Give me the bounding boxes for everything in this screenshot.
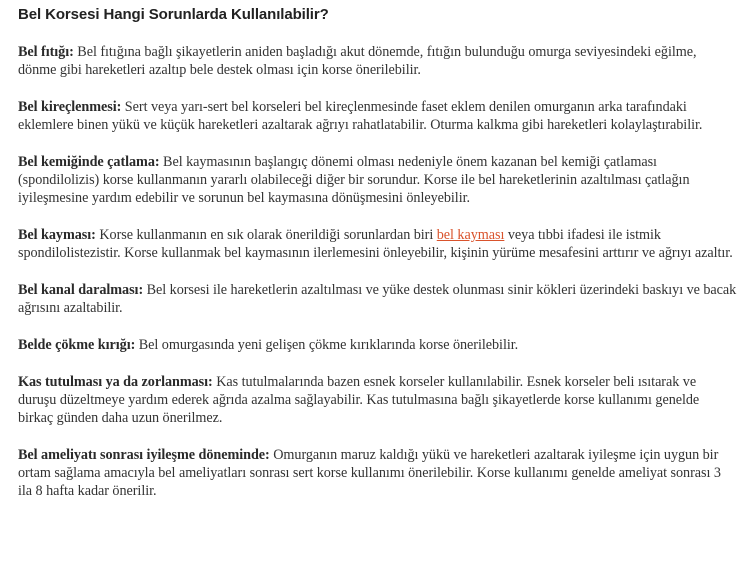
page-title: Bel Korsesi Hangi Sorunlarda Kullanılabilir? (18, 6, 329, 23)
section-text: Bel omurgasında yeni gelişen çökme kırıklarında korse önerilebilir. (135, 337, 519, 353)
section-term: Belde çökme kırığı: (18, 337, 136, 353)
section-term: Bel ameliyatı sonrası iyileşme döneminde: (18, 447, 270, 463)
section-term: Bel fıtığı: (18, 44, 74, 60)
section-belde-cokme-kirigi (18, 336, 737, 354)
section-term: Bel kayması: (18, 227, 96, 243)
section-term: Kas tutulması ya da zorlanması: (18, 374, 213, 390)
section-text: Bel kaymasının başlangıç dönemi olması nedeniyle önem kazanan bel kemiği çatlaması (spondilolizis) korse kullanmanın yararlı olabileceği diğer bir sorundur. Korse ile bel hareketlerinin azaltılması çatlağın iyileşmesine yardım edebilir ve sorunun bel kaymasına dönüşmesini önleyebilir. (18, 154, 690, 206)
section-text-before-link: Korse kullanmanın en sık olarak önerildiği sorunlardan biri (95, 227, 437, 243)
section-bel-kaymasi (18, 226, 737, 262)
section-term: Bel kireçlenmesi: (18, 99, 122, 115)
section-text: Kas tutulmalarında bazen esnek korseler kullanılabilir. Esnek korseler beli ısıtarak ve duruşu düzeltmeye yardım ederek ağrıda azalma sağlayabilir. Kas tutulmasına bağlı şikayetlerde korse kullanımı genelde birkaç günden daha uzun önerilmez. (18, 374, 700, 426)
section-bel-kanal-daralmasi (18, 281, 737, 317)
section-text: Sert veya yarı-sert bel korseleri bel kireçlenmesinde faset eklem denilen omurganın arka tarafındaki eklemlere binen yükü ve küçük hareketleri azaltarak ağrıyı rahatlatabilir. Oturma kalkma gibi hareketleri kolaylaştırabilir. (18, 99, 703, 133)
section-kas-tutulmasi (18, 373, 737, 427)
section-text: Bel fıtığına bağlı şikayetlerin aniden başladığı akut dönemde, fıtığın bulunduğu omurga seviyesindeki eğilme, dönme gibi hareketleri azaltıp bele destek olması için korse önerilebilir. (18, 44, 697, 78)
section-bel-fitigi (18, 43, 737, 79)
bel-kaymasi-link[interactable]: bel kayması (436, 227, 505, 243)
section-bel-kireclenmesi (18, 98, 737, 134)
section-bel-ameliyati-sonrasi (18, 446, 737, 500)
section-text: Omurganın maruz kaldığı yükü ve hareketleri azaltarak iyileşme için uygun bir ortam sağlama amacıyla bel ameliyatları sonrası sert korse kullanımı önerilebilir. Korse kullanımı genelde ameliyat sonrası 3 ila 8 hafta kadar önerilir. (18, 447, 721, 499)
section-term: Bel kemiğinde çatlama: (18, 154, 160, 170)
section-term: Bel kanal daralması: (18, 282, 144, 298)
section-text-after-link: veya tıbbi ifadesi ile istmik spondilolistezistir. Korse kullanmak bel kaymasının ilerlemesini önleyebilir, kişinin yürüme mesafesini arttırır ve ağrıyı azaltır. (18, 227, 733, 261)
section-text: Bel korsesi ile hareketlerin azaltılması ve yüke destek olunması sinir kökleri üzerindeki baskıyı ve bacak ağrısını azaltabilir. (18, 282, 737, 316)
section-bel-kemiginde-catlama (18, 153, 737, 207)
